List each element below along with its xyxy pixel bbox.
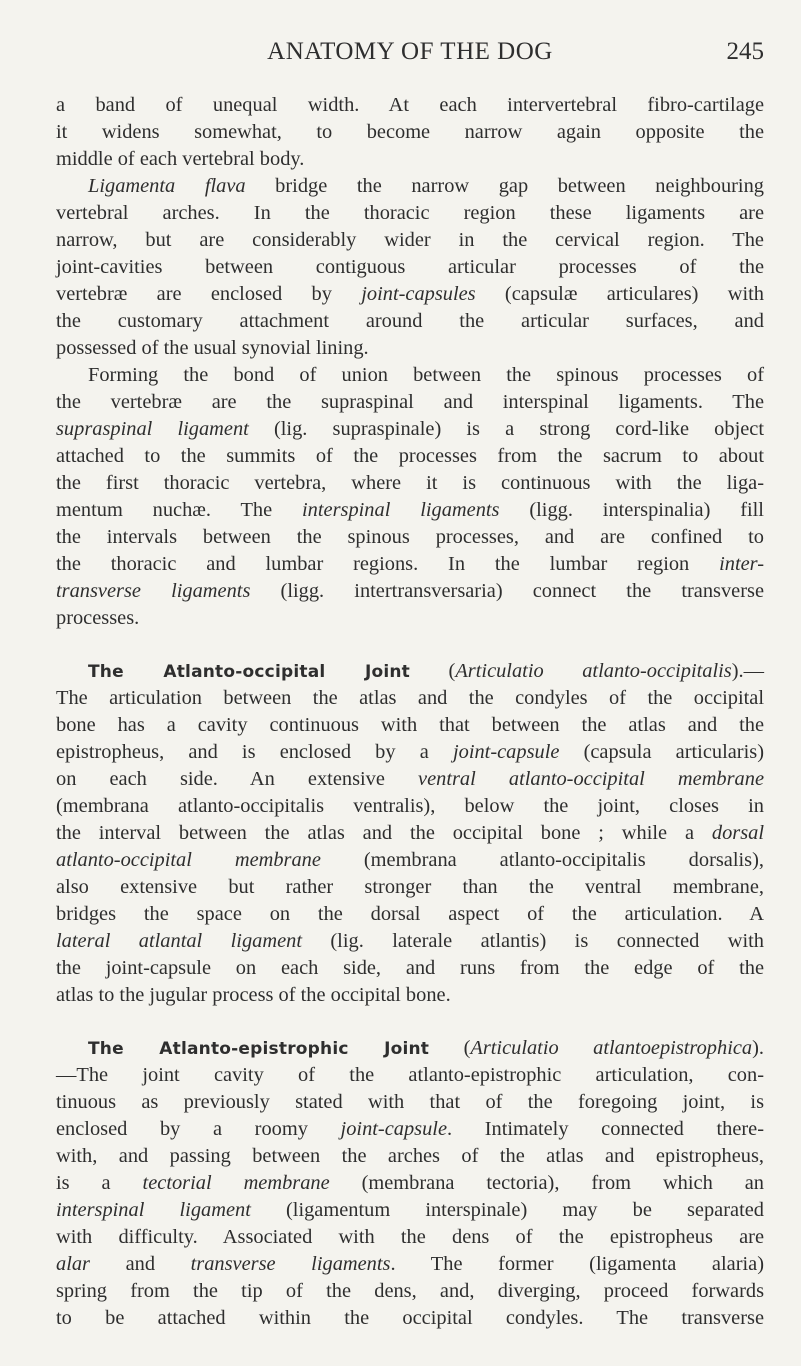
text-line: middle of each vertebral body. — [56, 148, 305, 170]
text-line: lateral atlantal ligament (lig. laterale atlantis) is connected with — [56, 930, 764, 952]
term: dorsal — [711, 822, 764, 844]
text-line: alar and transverse ligaments. The former (ligamenta alaria) — [56, 1253, 764, 1275]
term: inter- — [719, 553, 764, 575]
text-line: to be attached within the occipital condyles. The transverse — [56, 1307, 764, 1329]
page-number: 245 — [726, 38, 764, 65]
term: transverse ligaments — [56, 580, 251, 602]
latin-term: Ligamenta flava — [88, 175, 246, 197]
text-line: narrow, but are considerably wider in the cervical region. The — [56, 229, 764, 251]
text-line: on each side. An extensive ventral atlanto-occipital membrane — [56, 768, 764, 790]
text-line: joint-cavities between contiguous articular processes of the — [56, 256, 764, 278]
text-line: The articulation between the atlas and the condyles of the occipital — [56, 687, 764, 709]
text-line: atlanto-occipital membrane (membrana atlanto-occipitalis dorsalis), — [56, 849, 764, 871]
text-line: enclosed by a roomy joint-capsule. Intimately connected there- — [56, 1118, 764, 1140]
text-line: the interval between the atlas and the occipital bone ; while a dorsal — [56, 822, 764, 844]
text-line: (membrana atlanto-occipitalis ventralis), below the joint, closes in — [56, 795, 764, 817]
text-line: the vertebræ are the supraspinal and interspinal ligaments. The — [56, 391, 764, 413]
latin-name: Articulatio atlantoepistrophica — [470, 1037, 753, 1059]
section-heading: The Atlanto-epistrophic Joint — [88, 1039, 430, 1059]
section-heading-line: The Atlanto-occipital Joint (Articulatio atlanto-occipitalis).— — [88, 660, 765, 682]
text-line: the joint-capsule on each side, and runs from the edge of the — [56, 957, 764, 979]
text-line: also extensive but rather stronger than the ventral membrane, — [56, 876, 764, 898]
term: tectorial membrane — [142, 1172, 330, 1194]
text-line: the thoracic and lumbar regions. In the lumbar region inter- — [56, 553, 764, 575]
text-line: with, and passing between the arches of the atlas and epistropheus, — [56, 1145, 764, 1167]
text-line: supraspinal ligament (lig. supraspinale) is a strong cord-like object — [56, 418, 764, 440]
page-header — [56, 38, 764, 72]
text-line: atlas to the jugular process of the occipital bone. — [56, 984, 451, 1006]
paragraph-gap — [56, 1009, 764, 1035]
text-line: attached to the summits of the processes from the sacrum to about — [56, 445, 764, 467]
term: interspinal ligaments — [302, 499, 500, 521]
text-line: processes. — [56, 607, 140, 629]
term: transverse ligaments — [190, 1253, 391, 1275]
section-heading-line: The Atlanto-epistrophic Joint (Articulatio atlantoepistrophica). — [88, 1037, 764, 1059]
text-line: it widens somewhat, to become narrow again opposite the — [56, 121, 764, 143]
text-line: the customary attachment around the articular surfaces, and — [56, 310, 764, 332]
term: joint-capsules — [361, 283, 476, 305]
running-title: ANATOMY OF THE DOG — [267, 38, 553, 65]
text-line: with difficulty. Associated with the dens of the epistropheus are — [56, 1226, 764, 1248]
body-text — [56, 92, 764, 1332]
text-line: bridges the space on the dorsal aspect of the articulation. A — [56, 903, 764, 925]
paragraph-gap — [56, 632, 764, 658]
term: joint-capsule — [340, 1118, 448, 1140]
text-line: possessed of the usual synovial lining. — [56, 337, 369, 359]
term: atlanto-occipital membrane — [56, 849, 321, 871]
text-line: the first thoracic vertebra, where it is continuous with the liga- — [56, 472, 764, 494]
term: supraspinal ligament — [56, 418, 249, 440]
text-line: is a tectorial membrane (membrana tectoria), from which an — [56, 1172, 764, 1194]
latin-name: Articulatio atlanto-occipitalis — [455, 660, 732, 682]
text-line: Forming the bond of union between the spinous processes of — [88, 364, 764, 386]
term: interspinal ligament — [56, 1199, 251, 1221]
text-line: mentum nuchæ. The interspinal ligaments (ligg. interspinalia) fill — [56, 499, 764, 521]
text-line: bone has a cavity continuous with that between the atlas and the — [56, 714, 764, 736]
term: lateral atlantal ligament — [56, 930, 302, 952]
text-line: transverse ligaments (ligg. intertransversaria) connect the transverse — [56, 580, 764, 602]
text-line: tinuous as previously stated with that of the foregoing joint, is — [56, 1091, 764, 1113]
text-line: epistropheus, and is enclosed by a joint-capsule (capsula articularis) — [56, 741, 764, 763]
text-line: vertebral arches. In the thoracic region these ligaments are — [56, 202, 764, 224]
term: ventral atlanto-occipital membrane — [418, 768, 764, 790]
text-line: Ligamenta flava bridge the narrow gap between neighbouring — [88, 175, 764, 197]
text-line: vertebræ are enclosed by joint-capsules (capsulæ articulares) with — [56, 283, 764, 305]
text-line: the intervals between the spinous processes, and are confined to — [56, 526, 764, 548]
term: joint-capsule — [452, 741, 560, 763]
text-line: interspinal ligament (ligamentum interspinale) may be separated — [56, 1199, 764, 1221]
section-heading: The Atlanto-occipital Joint — [88, 662, 411, 682]
text-line: spring from the tip of the dens, and, diverging, proceed forwards — [56, 1280, 764, 1302]
term: alar — [56, 1253, 90, 1275]
text-line: —The joint cavity of the atlanto-epistrophic articulation, con- — [56, 1064, 764, 1086]
text-line: a band of unequal width. At each intervertebral fibro-cartilage — [56, 94, 764, 116]
